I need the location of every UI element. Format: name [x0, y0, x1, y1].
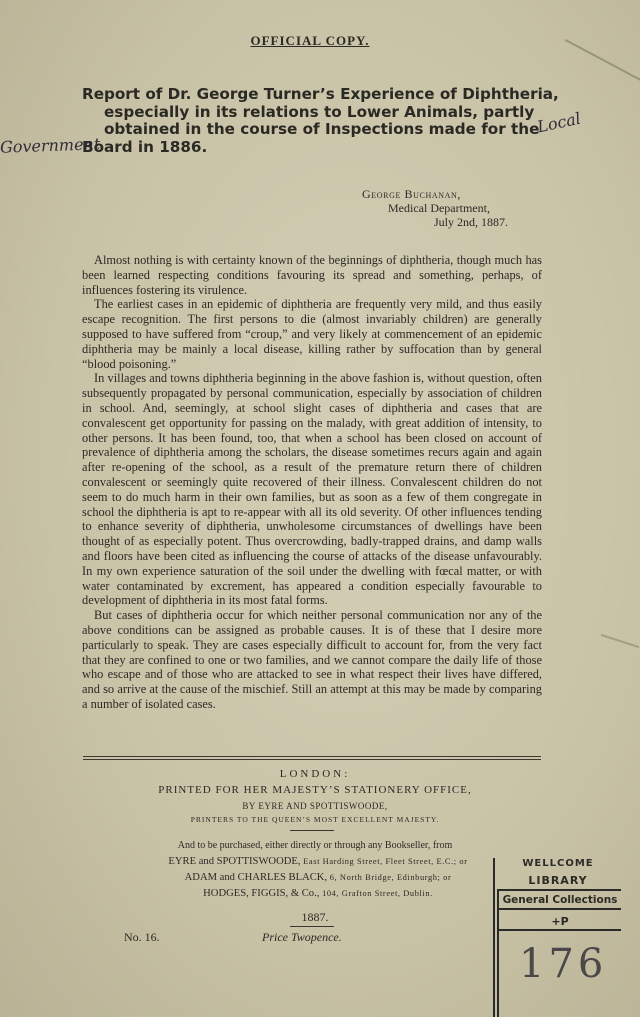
- imprint-printers: BY EYRE AND SPOTTISWOODE,: [242, 801, 388, 811]
- imprint-place: LONDON:: [279, 768, 351, 780]
- title-line: especially in its relations to Lower Animals, partly: [104, 102, 535, 121]
- seller-line: [78, 886, 558, 902]
- seller-line: [78, 870, 558, 886]
- signatory-department: Medical Department,: [388, 201, 490, 215]
- seller-address: 104, Grafton Street, Dublin.: [322, 889, 433, 898]
- divider: [83, 759, 541, 760]
- signature-date: July 2nd, 1887.: [434, 215, 509, 229]
- sale-intro: And to be purchased, either directly or through any Bookseller, from: [177, 840, 453, 851]
- library-stamp: [493, 858, 633, 1017]
- report-body: [82, 253, 542, 712]
- seller-line: [78, 854, 558, 870]
- document-number: No. 16.: [124, 930, 160, 944]
- page-edge-mark: [601, 634, 640, 648]
- body-paragraph: But cases of diphtheria occur for which neither personal communication nor any of the above conditions can be assigned as probable causes. It is of these that I desire more particularly to speak. They are cases especially difficult to account for, from the very fact that they are confined to one or two families, and we cannot compare the daily life of those who escape and of those who are attacked to see in what respect their lives have differed, and so arrive at the cause of the mischief. Still an attempt at this may be made by comparing a number of isolated cases.: [82, 608, 542, 711]
- title-line: Board in 1886.: [82, 137, 208, 156]
- handwritten-annotation: Government: [0, 134, 101, 157]
- price-label: Price Twopence.: [262, 930, 342, 944]
- title-line: Report of Dr. George Turner’s Experience of Diphtheria,: [82, 85, 559, 103]
- body-paragraph: In villages and towns diphtheria beginning in the above fashion is, without question, often subsequently propagated by personal communication, especially by association of children in school. And, seemingly, at school slight cases of diphtheria and cases that are convalescent get opportunity for passing on the malady, with great addition of intensity, to other persons. It has been found, too, that when a school has been closed on account of prevalence of diphtheria among the scholars, the disease sometimes recurs again and again after re-opening of the school, as a result of the premature return there of children convalescent or seemingly quite recovered of their illness. Convalescent children do not seem to do much harm in their own families, but as soon as a few of them congregate in school the diphtheria is apt to re-appear with all its old severity. Of other influences tending to enhance severity of diphtheria, unwholesome circumstances of dwellings have been thought of as especially potent. Thus overcrowding, badly-trapped drains, and damp walls and floors have been cited as influencing the course of attacks of the disease unfavourably. In my own experience saturation of the soil under the dwelling with fœcal matter, or with water contaminated by excrement, has appeared a condition especially favourable to development of diphtheria in its most fatal forms.: [82, 371, 542, 608]
- title-line: obtained in the course of Inspections made for the: [104, 120, 540, 138]
- stamp-collection: General Collections: [499, 894, 621, 910]
- stamp-box: [497, 889, 621, 1017]
- stamp-handwritten-number: 176: [519, 941, 608, 987]
- divider: [290, 830, 334, 831]
- signatory-name: George Buchanan,: [362, 187, 461, 201]
- body-paragraph: Almost nothing is with certainty known of the beginnings of diphtheria, though much has been learned respecting conditions favouring its spread and something, perhaps, of influences fostering its virulence.: [82, 253, 542, 297]
- stamp-wellcome: WELLCOME: [522, 858, 594, 869]
- stamp-library: LIBRARY: [528, 874, 588, 887]
- divider: [290, 926, 334, 927]
- body-paragraph: The earliest cases in an epidemic of diphtheria are frequently very mild, and thus easily escape recognition. The first persons to die (almost invariably children) are generally supposed to have suffered from “croup,” and very likely at commencement of an epidemic diphtheria may be mainly a local disease, killing rather by suffocation than by general “blood poisoning.”: [82, 297, 542, 371]
- divider: [83, 756, 541, 757]
- seller-name: ADAM and CHARLES BLACK,: [184, 872, 328, 883]
- seller-name: EYRE and SPOTTISWOODE,: [168, 856, 301, 867]
- handwritten-annotation: Local: [535, 108, 583, 137]
- signature-block: [362, 187, 508, 229]
- seller-address: East Harding Street, Fleet Street, E.C.; or: [303, 857, 468, 866]
- stamp-shelf: +P: [499, 915, 621, 931]
- imprint-printed-for: PRINTED FOR HER MAJESTY’S STATIONERY OFFICE,: [158, 784, 472, 796]
- official-copy-heading: OFFICIAL COPY.: [250, 33, 370, 48]
- seller-address: 6, North Bridge, Edinburgh; or: [329, 873, 452, 882]
- seller-name: HODGES, FIGGIS, & Co.,: [203, 888, 320, 899]
- imprint-printers-title: PRINTERS TO THE QUEEN’S MOST EXCELLENT MAJESTY.: [190, 815, 440, 824]
- publication-year: 1887.: [301, 910, 329, 924]
